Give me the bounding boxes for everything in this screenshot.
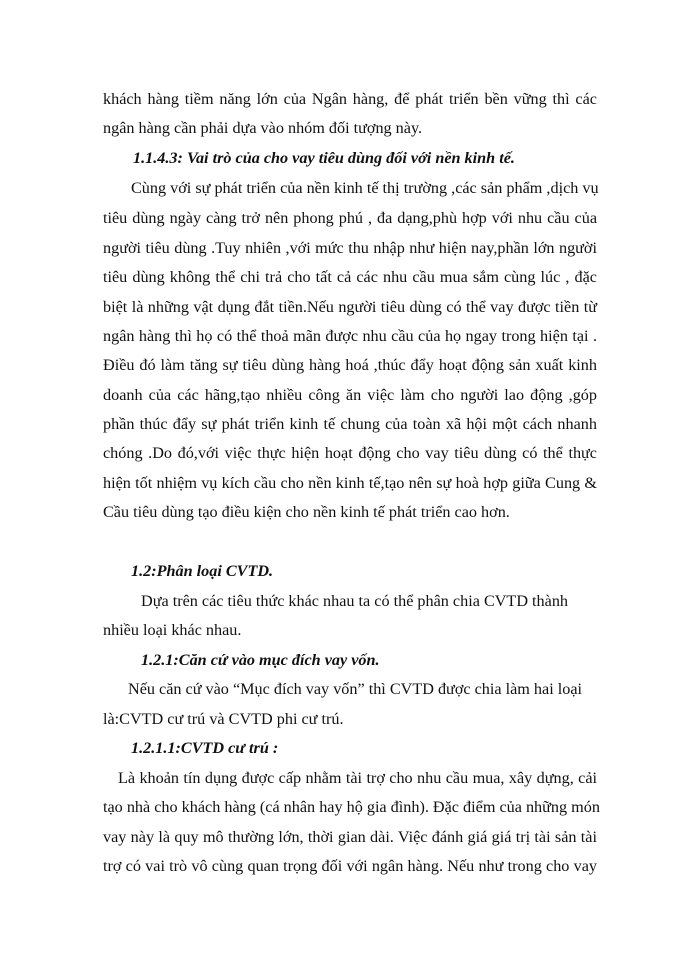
para3-line-1: Dựa trên các tiêu thức khác nhau ta có thể phân chia CVTD thành: [141, 592, 569, 610]
para5-line-1: Là khoản tín dụng được cấp nhằm tài trợ cho nhu cầu mua, xây dựng, cải: [118, 769, 597, 787]
para5-line-3: vay này là quy mô thường lớn, thời gian dài. Việc đánh giá giá trị tài sản tài: [103, 828, 597, 846]
para2-line-1: Cùng với sự phát triển của nền kinh tế thị trường ,các sản phẩm ,dịch vụ: [131, 179, 599, 197]
para2-line-10: chóng .Do đó,với việc thực hiện hoạt động cho vay tiêu dùng có thể thực: [103, 444, 597, 462]
para3-line-2: nhiều loại khác nhau.: [103, 621, 242, 639]
para4-line-1: Nếu căn cứ vào “Mục đích vay vốn” thì CVTD được chia làm hai loại: [128, 680, 583, 698]
para1-line-1: khách hàng tiềm năng lớn của Ngân hàng, để phát triển bền vững thì các: [103, 90, 597, 108]
heading-1-2-1: 1.2.1:Căn cứ vào mục đích vay vốn.: [141, 651, 380, 669]
para2-line-8: doanh của các hãng,tạo nhiều công ăn việc làm cho người lao động ,góp: [103, 386, 597, 404]
para2-line-4: tiêu dùng không thể chi trả cho tất cả các nhu cầu mua sắm cùng lúc , đặc: [103, 268, 597, 286]
para1-line-2: ngân hàng cần phải dựa vào nhóm đối tượng này.: [103, 119, 423, 137]
para2-line-9: phần thúc đẩy sự phát triển kinh tế chung của toàn xã hội một cách nhanh: [103, 415, 597, 433]
para2-line-2: tiêu dùng ngày càng trở nên phong phú , đa dạng,phù hợp với nhu cầu của: [103, 209, 597, 227]
heading-1-1-4-3: 1.1.4.3: Vai trò của cho vay tiêu dùng đối với nền kinh tế.: [133, 149, 515, 167]
para2-line-3: người tiêu dùng .Tuy nhiên ,với mức thu nhập như hiện nay,phần lớn người: [103, 239, 597, 257]
para2-line-6: ngân hàng thì họ có thể thoả mãn được nhu cầu của họ ngay trong hiện tại .: [103, 327, 597, 345]
heading-1-2-1-1: 1.2.1.1:CVTD cư trú :: [131, 739, 279, 757]
para5-line-4: trợ có vai trò vô cùng quan trọng đối với ngân hàng. Nếu như trong cho vay: [103, 857, 597, 875]
para5-line-2: tạo nhà cho khách hàng (cá nhân hay hộ gia đình). Đặc điểm của những món: [103, 798, 600, 816]
para2-line-11: hiện tốt nhiệm vụ kích cầu cho nền kinh tế,tạo nên sự hoà hợp giữa Cung &: [103, 474, 597, 492]
para2-line-7: Điều đó làm tăng sự tiêu dùng hàng hoá ,thúc đẩy hoạt động sản xuất kinh: [103, 356, 597, 374]
para2-line-5: biệt là những vật dụng đắt tiền.Nếu người tiêu dùng có thể vay được tiền từ: [103, 298, 597, 316]
para2-line-12: Cầu tiêu dùng tạo điều kiện cho nền kinh tế phát triển cao hơn.: [103, 503, 510, 521]
para4-line-2: là:CVTD cư trú và CVTD phi cư trú.: [103, 710, 344, 728]
heading-1-2: 1.2:Phân loại CVTD.: [131, 562, 274, 580]
